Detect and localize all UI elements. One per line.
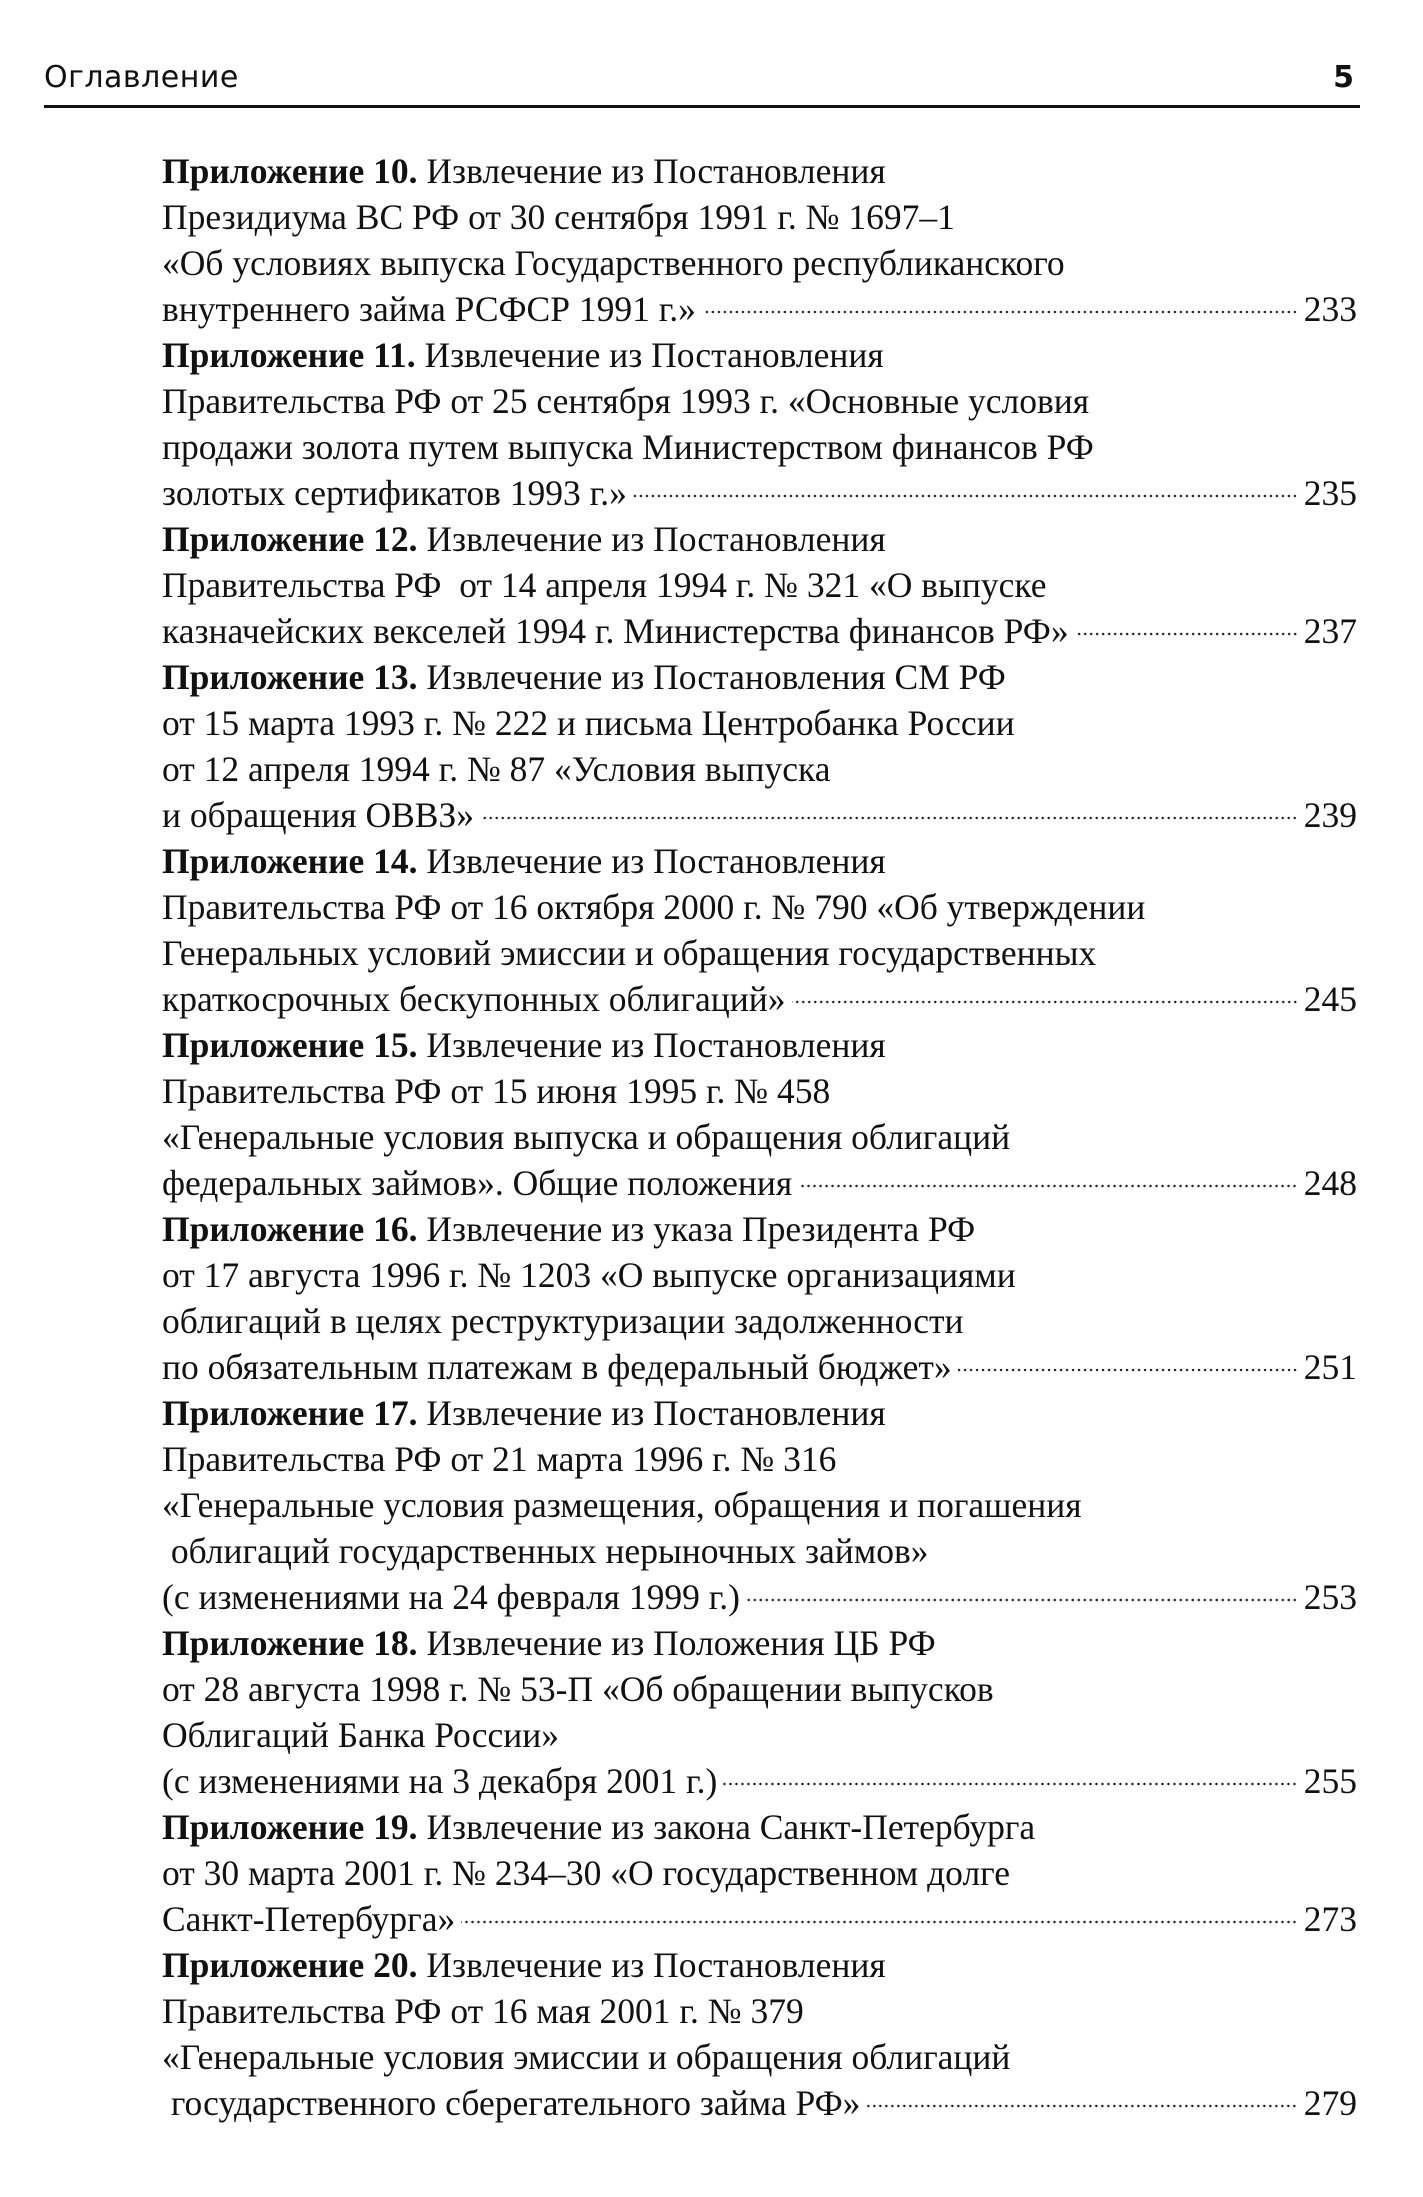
entry-text: и обращения ОВВЗ»: [162, 795, 475, 835]
toc-entry-line: [162, 562, 1357, 608]
entry-text: от 12 апреля 1994 г. № 87 «Условия выпуска: [162, 749, 831, 789]
entry-text: облигаций государственных нерыночных займов»: [162, 1531, 929, 1571]
toc-entry-last-line: [162, 1896, 1357, 1942]
toc-entry-line: [162, 1850, 1357, 1896]
toc-entry-line: [162, 378, 1357, 424]
toc-entry[interactable]: [162, 516, 1357, 654]
toc-entry-line: [162, 1712, 1357, 1758]
toc-entry-line: [162, 194, 1357, 240]
entry-text: от 17 августа 1996 г. № 1203 «О выпуске организациями: [162, 1255, 1016, 1295]
appendix-label: Приложение 12.: [162, 519, 418, 559]
entry-text: облигаций в целях реструктуризации задолженности: [162, 1301, 964, 1341]
entry-text: Извлечение из Постановления: [426, 1393, 886, 1433]
entry-text: (с изменениями на 24 февраля 1999 г.): [162, 1577, 741, 1617]
entry-text: краткосрочных бескупонных облигаций»: [162, 979, 786, 1019]
entry-text: Извлечение из Постановления: [426, 1025, 886, 1065]
entry-page-number[interactable]: 235: [1303, 473, 1357, 513]
dot-leader: [746, 1598, 1298, 1602]
entry-text: от 15 марта 1993 г. № 222 и письма Центробанка России: [162, 703, 1015, 743]
entry-text: «Генеральные условия размещения, обращения и погашения: [162, 1485, 1082, 1525]
entry-page-number[interactable]: 251: [1303, 1347, 1357, 1387]
entry-page-number[interactable]: 233: [1303, 289, 1357, 329]
toc-entry-line: [162, 1298, 1357, 1344]
page-number: 5: [1333, 60, 1354, 95]
dot-leader: [480, 816, 1298, 820]
table-of-contents: [162, 148, 1357, 2126]
toc-entry-line: [162, 1988, 1357, 2034]
entry-text: Санкт-Петербурга»: [162, 1899, 456, 1939]
toc-entry-line: [162, 1068, 1357, 1114]
entry-text: Генеральных условий эмиссии и обращения государственных: [162, 933, 1097, 973]
toc-entry-line: [162, 1022, 1357, 1068]
toc-entry-last-line: [162, 286, 1357, 332]
entry-text: Извлечение из указа Президента РФ: [426, 1209, 976, 1249]
entry-text: Облигаций Банка России»: [162, 1715, 559, 1755]
appendix-label: Приложение 20.: [162, 1945, 418, 1985]
toc-entry-line: [162, 1252, 1357, 1298]
entry-text: Правительства РФ от 16 мая 2001 г. № 379: [162, 1991, 804, 2031]
entry-text: Извлечение из Постановления: [424, 335, 884, 375]
toc-entry-line: [162, 1666, 1357, 1712]
entry-text: Извлечение из Постановления: [426, 151, 886, 191]
toc-entry[interactable]: [162, 1620, 1357, 1804]
entry-text: Извлечение из Постановления: [426, 841, 886, 881]
entry-page-number[interactable]: 253: [1303, 1577, 1357, 1617]
toc-entry[interactable]: [162, 1206, 1357, 1390]
appendix-label: Приложение 19.: [162, 1807, 418, 1847]
entry-page-number[interactable]: 279: [1303, 2083, 1357, 2123]
dot-leader: [792, 1000, 1298, 1004]
dot-leader: [958, 1368, 1298, 1372]
toc-entry-line: [162, 332, 1357, 378]
appendix-label: Приложение 13.: [162, 657, 418, 697]
toc-entry-line: [162, 2034, 1357, 2080]
entry-text: Извлечение из Положения ЦБ РФ: [426, 1623, 936, 1663]
toc-entry-line: [162, 1206, 1357, 1252]
entry-text: внутреннего займа РСФСР 1991 г.»: [162, 289, 696, 329]
entry-text: Извлечение из Постановления: [426, 1945, 886, 1985]
appendix-label: Приложение 10.: [162, 151, 418, 191]
entry-text: Правительства РФ от 14 апреля 1994 г. № 321 «О выпуске: [162, 565, 1047, 605]
dot-leader: [798, 1184, 1298, 1188]
entry-text: казначейских векселей 1994 г. Министерства финансов РФ»: [162, 611, 1069, 651]
toc-entry-line: [162, 700, 1357, 746]
toc-entry-last-line: [162, 1574, 1357, 1620]
toc-entry-line: [162, 1436, 1357, 1482]
entry-page-number[interactable]: 273: [1303, 1899, 1357, 1939]
appendix-label: Приложение 15.: [162, 1025, 418, 1065]
entry-text: по обязательным платежам в федеральный бюджет»: [162, 1347, 952, 1387]
entry-text: Правительства РФ от 16 октября 2000 г. № 790 «Об утверждении: [162, 887, 1146, 927]
toc-entry-last-line: [162, 976, 1357, 1022]
entry-page-number[interactable]: 255: [1303, 1761, 1357, 1801]
toc-entry-line: [162, 1620, 1357, 1666]
toc-entry-last-line: [162, 1758, 1357, 1804]
entry-page-number[interactable]: 239: [1303, 795, 1357, 835]
dot-leader: [702, 310, 1298, 314]
entry-text: (с изменениями на 3 декабря 2001 г.): [162, 1761, 718, 1801]
toc-entry-last-line: [162, 792, 1357, 838]
toc-entry[interactable]: [162, 1390, 1357, 1620]
toc-entry-line: [162, 654, 1357, 700]
entry-text: Извлечение из Постановления: [426, 519, 886, 559]
entry-text: от 30 марта 2001 г. № 234–30 «О государственном долге: [162, 1853, 1011, 1893]
toc-entry[interactable]: [162, 1804, 1357, 1942]
entry-text: «Генеральные условия выпуска и обращения облигаций: [162, 1117, 1011, 1157]
entry-text: золотых сертификатов 1993 г.»: [162, 473, 627, 513]
appendix-label: Приложение 11.: [162, 335, 416, 375]
toc-entry[interactable]: [162, 148, 1357, 332]
entry-text: Извлечение из закона Санкт-Петербурга: [426, 1807, 1036, 1847]
toc-entry-line: [162, 930, 1357, 976]
entry-text: продажи золота путем выпуска Министерством финансов РФ: [162, 427, 1094, 467]
toc-entry-last-line: [162, 608, 1357, 654]
toc-entry-line: [162, 1114, 1357, 1160]
entry-text: федеральных займов». Общие положения: [162, 1163, 793, 1203]
appendix-label: Приложение 16.: [162, 1209, 418, 1249]
toc-entry-line: [162, 1804, 1357, 1850]
page-header: [44, 58, 1360, 108]
toc-entry-line: [162, 746, 1357, 792]
toc-entry-line: [162, 148, 1357, 194]
entry-text: «Об условиях выпуска Государственного республиканского: [162, 243, 1065, 283]
entry-text: от 28 августа 1998 г. № 53-П «Об обращении выпусков: [162, 1669, 994, 1709]
toc-entry-last-line: [162, 2080, 1357, 2126]
appendix-label: Приложение 14.: [162, 841, 418, 881]
toc-entry-line: [162, 424, 1357, 470]
dot-leader: [1075, 632, 1298, 636]
dot-leader: [633, 494, 1298, 498]
entry-text: «Генеральные условия эмиссии и обращения облигаций: [162, 2037, 1011, 2077]
entry-text: Президиума ВС РФ от 30 сентября 1991 г. № 1697–1: [162, 197, 955, 237]
toc-entry-line: [162, 1482, 1357, 1528]
toc-entry[interactable]: [162, 654, 1357, 838]
toc-entry[interactable]: [162, 332, 1357, 516]
appendix-label: Приложение 17.: [162, 1393, 418, 1433]
toc-entry-line: [162, 240, 1357, 286]
toc-entry-last-line: [162, 470, 1357, 516]
toc-entry-line: [162, 838, 1357, 884]
entry-text: Правительства РФ от 25 сентября 1993 г. «Основные условия: [162, 381, 1090, 421]
toc-entry-line: [162, 884, 1357, 930]
entry-page-number[interactable]: 245: [1303, 979, 1357, 1019]
dot-leader: [723, 1782, 1297, 1786]
toc-entry-last-line: [162, 1160, 1357, 1206]
toc-entry-line: [162, 516, 1357, 562]
entry-text: Извлечение из Постановления СМ РФ: [426, 657, 1006, 697]
appendix-label: Приложение 18.: [162, 1623, 418, 1663]
dot-leader: [461, 1920, 1298, 1924]
toc-entry[interactable]: [162, 1942, 1357, 2126]
toc-entry-line: [162, 1528, 1357, 1574]
entry-page-number[interactable]: 248: [1303, 1163, 1357, 1203]
toc-entry-line: [162, 1390, 1357, 1436]
dot-leader: [866, 2104, 1297, 2108]
entry-text: Правительства РФ от 15 июня 1995 г. № 458: [162, 1071, 831, 1111]
toc-entry-last-line: [162, 1344, 1357, 1390]
entry-text: Правительства РФ от 21 марта 1996 г. № 316: [162, 1439, 837, 1479]
toc-entry[interactable]: [162, 1022, 1357, 1206]
toc-entry-line: [162, 1942, 1357, 1988]
entry-page-number[interactable]: 237: [1303, 611, 1357, 651]
toc-entry[interactable]: [162, 838, 1357, 1022]
entry-text: государственного сберегательного займа РФ»: [162, 2083, 861, 2123]
section-title: Оглавление: [44, 60, 239, 95]
